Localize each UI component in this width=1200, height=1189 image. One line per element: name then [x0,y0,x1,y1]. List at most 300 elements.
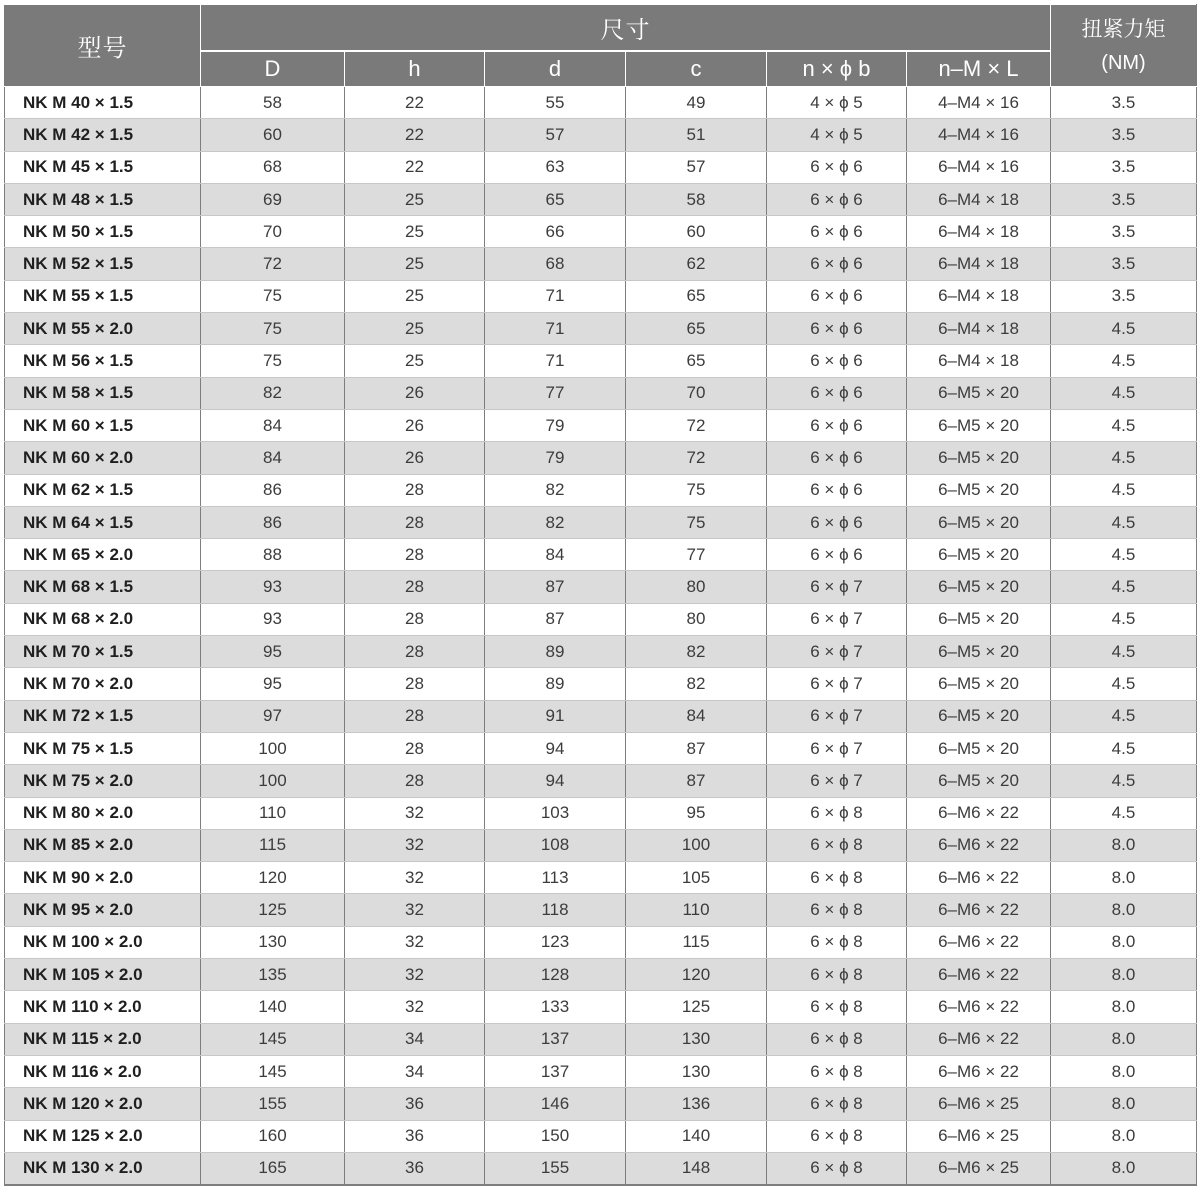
model-cell: NK M 72 × 1.5 [5,700,201,732]
hole-pattern-cell: 6 × ϕ 6 [767,183,907,215]
model-cell: NK M 80 × 2.0 [5,797,201,829]
hole-pattern-cell: 6 × ϕ 8 [767,1023,907,1055]
outer-diameter-cell: 125 [201,894,345,926]
inner-diameter-cell: 63 [485,151,626,183]
outer-diameter-cell: 84 [201,442,345,474]
pitch-circle-cell: 51 [626,119,767,151]
outer-diameter-cell: 68 [201,151,345,183]
torque-cell: 3.5 [1051,280,1197,312]
table-row [5,571,1197,603]
screw-spec-cell: 6–M5 × 20 [907,506,1051,538]
height-cell: 26 [345,409,485,441]
pitch-circle-cell: 110 [626,894,767,926]
table-row [5,377,1197,409]
pitch-circle-cell: 82 [626,636,767,668]
hole-pattern-cell: 6 × ϕ 8 [767,894,907,926]
height-cell: 28 [345,474,485,506]
screw-spec-cell: 6–M5 × 20 [907,603,1051,635]
pitch-circle-cell: 115 [626,926,767,958]
table-row [5,506,1197,538]
screw-spec-cell: 6–M5 × 20 [907,409,1051,441]
torque-cell: 8.0 [1051,862,1197,894]
model-cell: NK M 116 × 2.0 [5,1055,201,1087]
hole-pattern-cell: 6 × ϕ 6 [767,216,907,248]
screw-spec-cell: 6–M5 × 20 [907,474,1051,506]
pitch-circle-cell: 70 [626,377,767,409]
height-cell: 25 [345,313,485,345]
height-cell: 25 [345,248,485,280]
screw-spec-cell: 6–M5 × 20 [907,571,1051,603]
height-cell: 28 [345,571,485,603]
table-row [5,345,1197,377]
model-cell: NK M 65 × 2.0 [5,539,201,571]
model-column-header: 型号 [5,5,201,87]
inner-diameter-cell: 87 [485,571,626,603]
torque-cell: 4.5 [1051,668,1197,700]
height-cell: 36 [345,1152,485,1185]
column-header-h: h [345,51,485,87]
torque-cell: 4.5 [1051,377,1197,409]
model-cell: NK M 125 × 2.0 [5,1120,201,1152]
height-cell: 26 [345,377,485,409]
inner-diameter-cell: 68 [485,248,626,280]
model-cell: NK M 110 × 2.0 [5,991,201,1023]
inner-diameter-cell: 128 [485,959,626,991]
pitch-circle-cell: 49 [626,87,767,119]
pitch-circle-cell: 72 [626,409,767,441]
screw-spec-cell: 6–M5 × 20 [907,700,1051,732]
inner-diameter-cell: 65 [485,183,626,215]
table-row [5,409,1197,441]
torque-cell: 4.5 [1051,474,1197,506]
model-cell: NK M 70 × 1.5 [5,636,201,668]
inner-diameter-cell: 82 [485,506,626,538]
model-cell: NK M 55 × 1.5 [5,280,201,312]
screw-spec-cell: 6–M6 × 25 [907,1152,1051,1185]
torque-cell: 4.5 [1051,571,1197,603]
hole-pattern-cell: 6 × ϕ 8 [767,1088,907,1120]
pitch-circle-cell: 100 [626,829,767,861]
pitch-circle-cell: 82 [626,668,767,700]
table-row [5,1023,1197,1055]
outer-diameter-cell: 75 [201,280,345,312]
pitch-circle-cell: 58 [626,183,767,215]
height-cell: 34 [345,1055,485,1087]
outer-diameter-cell: 93 [201,603,345,635]
hole-pattern-cell: 6 × ϕ 6 [767,474,907,506]
dimensions-group-header: 尺寸 [201,5,1051,52]
pitch-circle-cell: 60 [626,216,767,248]
pitch-circle-cell: 77 [626,539,767,571]
torque-cell: 4.5 [1051,636,1197,668]
screw-spec-cell: 6–M5 × 20 [907,442,1051,474]
inner-diameter-cell: 103 [485,797,626,829]
height-cell: 32 [345,894,485,926]
model-cell: NK M 70 × 2.0 [5,668,201,700]
outer-diameter-cell: 88 [201,539,345,571]
model-cell: NK M 55 × 2.0 [5,313,201,345]
hole-pattern-cell: 6 × ϕ 6 [767,248,907,280]
screw-spec-cell: 6–M6 × 25 [907,1088,1051,1120]
torque-cell: 4.5 [1051,442,1197,474]
height-cell: 28 [345,700,485,732]
height-cell: 25 [345,183,485,215]
pitch-circle-cell: 75 [626,506,767,538]
inner-diameter-cell: 155 [485,1152,626,1185]
torque-cell: 4.5 [1051,345,1197,377]
outer-diameter-cell: 72 [201,248,345,280]
torque-cell: 4.5 [1051,539,1197,571]
height-cell: 32 [345,959,485,991]
table-row [5,442,1197,474]
outer-diameter-cell: 110 [201,797,345,829]
inner-diameter-cell: 77 [485,377,626,409]
torque-cell: 3.5 [1051,87,1197,119]
outer-diameter-cell: 84 [201,409,345,441]
pitch-circle-cell: 84 [626,700,767,732]
torque-cell: 4.5 [1051,700,1197,732]
torque-cell: 8.0 [1051,1120,1197,1152]
pitch-circle-cell: 80 [626,603,767,635]
outer-diameter-cell: 115 [201,829,345,861]
inner-diameter-cell: 71 [485,280,626,312]
pitch-circle-cell: 140 [626,1120,767,1152]
pitch-circle-cell: 72 [626,442,767,474]
height-cell: 22 [345,119,485,151]
model-cell: NK M 75 × 2.0 [5,765,201,797]
pitch-circle-cell: 120 [626,959,767,991]
column-header-c: c [626,51,767,87]
height-cell: 28 [345,603,485,635]
outer-diameter-cell: 93 [201,571,345,603]
pitch-circle-cell: 95 [626,797,767,829]
table-row [5,1088,1197,1120]
height-cell: 22 [345,87,485,119]
screw-spec-cell: 6–M4 × 18 [907,216,1051,248]
hole-pattern-cell: 6 × ϕ 6 [767,345,907,377]
outer-diameter-cell: 86 [201,474,345,506]
table-row [5,765,1197,797]
model-cell: NK M 42 × 1.5 [5,119,201,151]
model-cell: NK M 58 × 1.5 [5,377,201,409]
pitch-circle-cell: 80 [626,571,767,603]
screw-spec-cell: 6–M5 × 20 [907,377,1051,409]
inner-diameter-cell: 84 [485,539,626,571]
inner-diameter-cell: 79 [485,409,626,441]
pitch-circle-cell: 75 [626,474,767,506]
outer-diameter-cell: 140 [201,991,345,1023]
torque-cell: 4.5 [1051,313,1197,345]
inner-diameter-cell: 137 [485,1055,626,1087]
hole-pattern-cell: 6 × ϕ 8 [767,797,907,829]
hole-pattern-cell: 6 × ϕ 6 [767,313,907,345]
inner-diameter-cell: 94 [485,765,626,797]
hole-pattern-cell: 6 × ϕ 6 [767,442,907,474]
table-row [5,894,1197,926]
model-cell: NK M 120 × 2.0 [5,1088,201,1120]
outer-diameter-cell: 145 [201,1023,345,1055]
model-cell: NK M 45 × 1.5 [5,151,201,183]
outer-diameter-cell: 69 [201,183,345,215]
model-cell: NK M 56 × 1.5 [5,345,201,377]
screw-spec-cell: 6–M5 × 20 [907,539,1051,571]
torque-cell: 4.5 [1051,797,1197,829]
outer-diameter-cell: 100 [201,765,345,797]
height-cell: 28 [345,636,485,668]
table-row [5,474,1197,506]
inner-diameter-cell: 113 [485,862,626,894]
screw-spec-cell: 6–M6 × 25 [907,1120,1051,1152]
outer-diameter-cell: 60 [201,119,345,151]
pitch-circle-cell: 65 [626,280,767,312]
outer-diameter-cell: 135 [201,959,345,991]
height-cell: 28 [345,539,485,571]
inner-diameter-cell: 137 [485,1023,626,1055]
screw-spec-cell: 6–M4 × 18 [907,183,1051,215]
outer-diameter-cell: 120 [201,862,345,894]
model-cell: NK M 68 × 1.5 [5,571,201,603]
height-cell: 26 [345,442,485,474]
screw-spec-cell: 6–M5 × 20 [907,765,1051,797]
table-row [5,183,1197,215]
inner-diameter-cell: 82 [485,474,626,506]
hole-pattern-cell: 6 × ϕ 8 [767,926,907,958]
torque-cell: 8.0 [1051,1023,1197,1055]
screw-spec-cell: 6–M6 × 22 [907,959,1051,991]
model-cell: NK M 64 × 1.5 [5,506,201,538]
torque-cell: 8.0 [1051,1152,1197,1185]
height-cell: 32 [345,991,485,1023]
torque-unit-label: (NM) [1101,51,1146,74]
table-row [5,1120,1197,1152]
torque-column-header [1051,5,1197,87]
pitch-circle-cell: 105 [626,862,767,894]
screw-spec-cell: 6–M6 × 22 [907,862,1051,894]
model-cell: NK M 60 × 2.0 [5,442,201,474]
hole-pattern-cell: 6 × ϕ 6 [767,280,907,312]
inner-diameter-cell: 89 [485,636,626,668]
model-cell: NK M 75 × 1.5 [5,732,201,764]
hole-pattern-cell: 6 × ϕ 7 [767,603,907,635]
pitch-circle-cell: 130 [626,1055,767,1087]
height-cell: 32 [345,797,485,829]
table-row [5,539,1197,571]
outer-diameter-cell: 82 [201,377,345,409]
model-cell: NK M 50 × 1.5 [5,216,201,248]
table-body [5,87,1197,1186]
height-cell: 28 [345,506,485,538]
hole-pattern-cell: 6 × ϕ 8 [767,959,907,991]
hole-pattern-cell: 6 × ϕ 6 [767,409,907,441]
outer-diameter-cell: 95 [201,668,345,700]
inner-diameter-cell: 66 [485,216,626,248]
outer-diameter-cell: 75 [201,313,345,345]
screw-spec-cell: 6–M6 × 22 [907,1023,1051,1055]
height-cell: 28 [345,668,485,700]
inner-diameter-cell: 79 [485,442,626,474]
screw-spec-cell: 6–M4 × 18 [907,313,1051,345]
hole-pattern-cell: 6 × ϕ 6 [767,506,907,538]
screw-spec-cell: 6–M4 × 18 [907,280,1051,312]
model-cell: NK M 115 × 2.0 [5,1023,201,1055]
table-row [5,151,1197,183]
screw-spec-cell: 6–M4 × 18 [907,345,1051,377]
inner-diameter-cell: 146 [485,1088,626,1120]
table-row [5,1152,1197,1185]
torque-header-label: 扭紧力矩 [1081,16,1166,41]
torque-cell: 8.0 [1051,1055,1197,1087]
torque-cell: 8.0 [1051,1088,1197,1120]
model-cell: NK M 100 × 2.0 [5,926,201,958]
outer-diameter-cell: 75 [201,345,345,377]
height-cell: 28 [345,765,485,797]
torque-cell: 4.5 [1051,732,1197,764]
height-cell: 28 [345,732,485,764]
height-cell: 25 [345,216,485,248]
model-cell: NK M 105 × 2.0 [5,959,201,991]
inner-diameter-cell: 108 [485,829,626,861]
torque-cell: 4.5 [1051,506,1197,538]
model-cell: NK M 48 × 1.5 [5,183,201,215]
height-cell: 32 [345,926,485,958]
table-row [5,280,1197,312]
hole-pattern-cell: 6 × ϕ 7 [767,732,907,764]
hole-pattern-cell: 6 × ϕ 7 [767,668,907,700]
pitch-circle-cell: 57 [626,151,767,183]
model-cell: NK M 95 × 2.0 [5,894,201,926]
screw-spec-cell: 6–M6 × 22 [907,1055,1051,1087]
hole-pattern-cell: 6 × ϕ 8 [767,1120,907,1152]
table-header [5,5,1197,87]
torque-cell: 4.5 [1051,765,1197,797]
outer-diameter-cell: 145 [201,1055,345,1087]
hole-pattern-cell: 4 × ϕ 5 [767,119,907,151]
screw-spec-cell: 6–M5 × 20 [907,668,1051,700]
hole-pattern-cell: 4 × ϕ 5 [767,87,907,119]
model-cell: NK M 68 × 2.0 [5,603,201,635]
pitch-circle-cell: 87 [626,732,767,764]
table-row [5,1055,1197,1087]
inner-diameter-cell: 94 [485,732,626,764]
screw-spec-cell: 6–M5 × 20 [907,732,1051,764]
torque-cell: 3.5 [1051,183,1197,215]
outer-diameter-cell: 58 [201,87,345,119]
hole-pattern-cell: 6 × ϕ 6 [767,377,907,409]
torque-cell: 8.0 [1051,959,1197,991]
model-cell: NK M 85 × 2.0 [5,829,201,861]
screw-spec-cell: 6–M6 × 22 [907,829,1051,861]
outer-diameter-cell: 155 [201,1088,345,1120]
height-cell: 25 [345,345,485,377]
height-cell: 32 [345,829,485,861]
table-row [5,700,1197,732]
inner-diameter-cell: 87 [485,603,626,635]
table-row [5,87,1197,119]
hole-pattern-cell: 6 × ϕ 7 [767,700,907,732]
hole-pattern-cell: 6 × ϕ 8 [767,1055,907,1087]
inner-diameter-cell: 55 [485,87,626,119]
inner-diameter-cell: 118 [485,894,626,926]
inner-diameter-cell: 91 [485,700,626,732]
outer-diameter-cell: 165 [201,1152,345,1185]
locknut-spec-table [4,4,1197,1186]
outer-diameter-cell: 130 [201,926,345,958]
hole-pattern-cell: 6 × ϕ 8 [767,1152,907,1185]
table-row [5,668,1197,700]
table-row [5,862,1197,894]
pitch-circle-cell: 136 [626,1088,767,1120]
screw-spec-cell: 6–M5 × 20 [907,636,1051,668]
screw-spec-cell: 6–M6 × 22 [907,797,1051,829]
outer-diameter-cell: 97 [201,700,345,732]
pitch-circle-cell: 125 [626,991,767,1023]
pitch-circle-cell: 65 [626,313,767,345]
model-cell: NK M 52 × 1.5 [5,248,201,280]
table-row [5,636,1197,668]
hole-pattern-cell: 6 × ϕ 8 [767,829,907,861]
hole-pattern-cell: 6 × ϕ 6 [767,151,907,183]
outer-diameter-cell: 95 [201,636,345,668]
hole-pattern-cell: 6 × ϕ 7 [767,765,907,797]
inner-diameter-cell: 133 [485,991,626,1023]
torque-cell: 4.5 [1051,603,1197,635]
model-cell: NK M 40 × 1.5 [5,87,201,119]
torque-cell: 8.0 [1051,926,1197,958]
screw-spec-cell: 4–M4 × 16 [907,87,1051,119]
outer-diameter-cell: 70 [201,216,345,248]
hole-pattern-cell: 6 × ϕ 8 [767,991,907,1023]
torque-cell: 3.5 [1051,248,1197,280]
inner-diameter-cell: 150 [485,1120,626,1152]
pitch-circle-cell: 87 [626,765,767,797]
hole-pattern-cell: 6 × ϕ 6 [767,539,907,571]
model-cell: NK M 130 × 2.0 [5,1152,201,1185]
outer-diameter-cell: 160 [201,1120,345,1152]
table-row [5,959,1197,991]
hole-pattern-cell: 6 × ϕ 8 [767,862,907,894]
height-cell: 25 [345,280,485,312]
screw-spec-cell: 6–M4 × 18 [907,248,1051,280]
table-row [5,829,1197,861]
screw-spec-cell: 6–M6 × 22 [907,926,1051,958]
height-cell: 22 [345,151,485,183]
outer-diameter-cell: 100 [201,732,345,764]
screw-spec-cell: 6–M6 × 22 [907,894,1051,926]
model-cell: NK M 60 × 1.5 [5,409,201,441]
torque-cell: 8.0 [1051,894,1197,926]
height-cell: 32 [345,862,485,894]
height-cell: 36 [345,1120,485,1152]
table-row [5,732,1197,764]
table-row [5,313,1197,345]
hole-pattern-cell: 6 × ϕ 7 [767,636,907,668]
model-cell: NK M 90 × 2.0 [5,862,201,894]
table-row [5,926,1197,958]
hole-pattern-cell: 6 × ϕ 7 [767,571,907,603]
model-cell: NK M 62 × 1.5 [5,474,201,506]
torque-cell: 3.5 [1051,119,1197,151]
screw-spec-cell: 6–M6 × 22 [907,991,1051,1023]
table-row [5,797,1197,829]
height-cell: 34 [345,1023,485,1055]
inner-diameter-cell: 89 [485,668,626,700]
screw-spec-cell: 4–M4 × 16 [907,119,1051,151]
inner-diameter-cell: 123 [485,926,626,958]
torque-cell: 3.5 [1051,216,1197,248]
table-row [5,603,1197,635]
pitch-circle-cell: 62 [626,248,767,280]
pitch-circle-cell: 130 [626,1023,767,1055]
